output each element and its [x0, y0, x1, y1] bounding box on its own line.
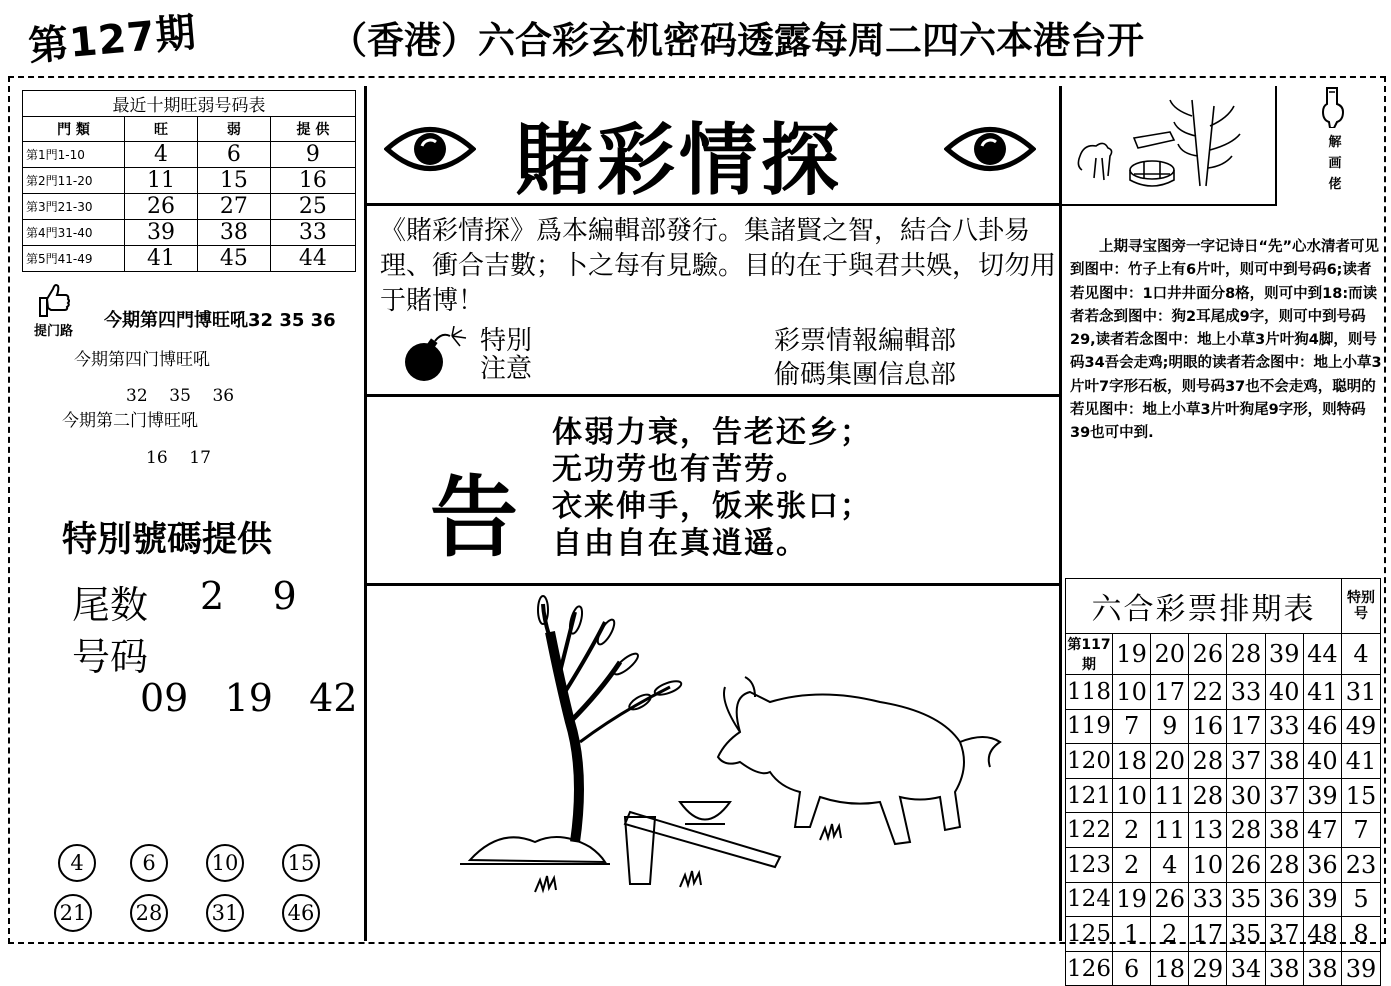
table-header: 旺: [125, 117, 198, 142]
number-cell: 6: [1113, 951, 1151, 986]
pointing-hand-icon: [1320, 86, 1346, 128]
notice-label-2: 注意: [480, 354, 533, 384]
period-cell: 123: [1066, 847, 1113, 882]
eye-icon-right: [944, 124, 1036, 174]
number-cell: 10: [1113, 778, 1151, 813]
cell-wang: 26: [125, 194, 198, 220]
number-cell: 34: [1227, 951, 1265, 986]
number-cell: 33: [1189, 882, 1227, 917]
number-cell: 36: [1265, 882, 1303, 917]
period-cell: 第117期: [1066, 634, 1113, 675]
number-cell: 37: [1265, 917, 1303, 952]
table-row: [1066, 634, 1381, 675]
table-row: [1066, 675, 1381, 710]
number-cell: 16: [1189, 709, 1227, 744]
table-header: 門 類: [23, 117, 125, 142]
cell-tigong: 25: [270, 194, 355, 220]
number-cell: 28: [1189, 778, 1227, 813]
number-cell: 20: [1151, 634, 1189, 675]
number-cell: 20: [1151, 744, 1189, 779]
number-cell: 17: [1227, 709, 1265, 744]
period-cell: 122: [1066, 813, 1113, 848]
period-cell: 126: [1066, 951, 1113, 986]
code-label: 号码: [72, 635, 149, 679]
special-cell: 15: [1342, 778, 1381, 813]
intro-paragraph: 《賭彩情探》爲本編輯部發行。集諸賢之智，結合八卦易理、衝合吉數；卜之每有見驗。目的在于與君共娛，切勿用于賭博！: [380, 216, 1057, 316]
number-cell: 19: [1113, 882, 1151, 917]
special-cell: 49: [1342, 709, 1381, 744]
table-row: [1066, 917, 1381, 952]
number-cell: 39: [1303, 778, 1341, 813]
period-cell: 120: [1066, 744, 1113, 779]
poem: [552, 414, 872, 562]
tip-label: 提门路: [34, 324, 74, 339]
table-row: [23, 168, 356, 194]
divider-center-3: [366, 583, 1059, 586]
table-row: [23, 142, 356, 168]
number-cell: 38: [1265, 744, 1303, 779]
number-cell: 2: [1113, 847, 1151, 882]
number-ball: 31: [206, 894, 244, 932]
special-cell: 8: [1342, 917, 1381, 952]
number-cell: 40: [1265, 675, 1303, 710]
cell-tigong: 44: [270, 246, 355, 272]
number-cell: 44: [1303, 634, 1341, 675]
number-ball: 4: [58, 844, 96, 882]
cell-tigong: 9: [270, 142, 355, 168]
number-ball: 10: [206, 844, 244, 882]
special-cell: 31: [1342, 675, 1381, 710]
number-cell: 17: [1189, 917, 1227, 952]
cell-ruo: 27: [197, 194, 270, 220]
number-cell: 11: [1151, 778, 1189, 813]
cell-ruo: 45: [197, 246, 270, 272]
special-cell: 39: [1342, 951, 1381, 986]
number-cell: 37: [1265, 778, 1303, 813]
number-cell: 40: [1303, 744, 1341, 779]
number-cell: 39: [1303, 882, 1341, 917]
table-header: 提 供: [270, 117, 355, 142]
period-cell: 125: [1066, 917, 1113, 952]
cell-ruo: 38: [197, 220, 270, 246]
number-cell: 26: [1227, 847, 1265, 882]
number-cell: 47: [1303, 813, 1341, 848]
number-cell: 2: [1151, 917, 1189, 952]
cell-tigong: 16: [270, 168, 355, 194]
number-cell: 22: [1189, 675, 1227, 710]
table-row: [23, 220, 356, 246]
page-title: （香港）六合彩玄机密码透露每周二四六本港台开: [330, 19, 1144, 62]
number-cell: 48: [1303, 917, 1341, 952]
cell-wang: 11: [125, 168, 198, 194]
row-label: 第2門11-20: [23, 168, 125, 194]
number-cell: 28: [1189, 744, 1227, 779]
period-cell: 118: [1066, 675, 1113, 710]
magazine-title: 賭彩情探: [515, 115, 844, 206]
period-cell: 121: [1066, 778, 1113, 813]
number-cell: 35: [1227, 917, 1265, 952]
number-cell: 10: [1189, 847, 1227, 882]
number-cell: 30: [1227, 778, 1265, 813]
special-cell: 5: [1342, 882, 1381, 917]
special-cell: 4: [1342, 634, 1381, 675]
number-ball: 21: [54, 894, 92, 932]
strength-table: [22, 90, 356, 272]
table-row: [1066, 813, 1381, 848]
number-cell: 33: [1227, 675, 1265, 710]
number-cell: 1: [1113, 917, 1151, 952]
special-title: 特別號碼提供: [62, 520, 273, 560]
divider-left: [364, 86, 367, 941]
divider-center-2: [366, 394, 1059, 397]
number-ball: 6: [130, 844, 168, 882]
tip-line-2-numbers: 16 17: [146, 448, 211, 468]
tail-values: 2 9: [200, 574, 297, 618]
special-cell: 41: [1342, 744, 1381, 779]
poem-line: 自由自在真逍遥。: [552, 526, 808, 561]
number-cell: 17: [1151, 675, 1189, 710]
department-2: 偷碼集團信息部: [774, 360, 957, 390]
schedule-title: 六合彩票排期表: [1066, 579, 1342, 634]
number-cell: 26: [1151, 882, 1189, 917]
table-row: [23, 194, 356, 220]
number-cell: 29: [1189, 951, 1227, 986]
number-cell: 10: [1113, 675, 1151, 710]
number-cell: 28: [1227, 634, 1265, 675]
number-cell: 18: [1113, 744, 1151, 779]
table-row: [1066, 882, 1381, 917]
bomb-icon: [402, 326, 472, 384]
divider-right: [1059, 86, 1062, 941]
number-cell: 11: [1151, 813, 1189, 848]
number-cell: 37: [1227, 744, 1265, 779]
eye-icon-left: [384, 124, 476, 174]
table-row: [1066, 744, 1381, 779]
number-cell: 9: [1151, 709, 1189, 744]
tip-line-1-numbers: 32 35 36: [126, 386, 235, 406]
cell-wang: 41: [125, 246, 198, 272]
tip-line-2: 今期第二门博旺吼: [62, 411, 198, 431]
number-cell: 13: [1189, 813, 1227, 848]
cell-ruo: 6: [197, 142, 270, 168]
number-cell: 33: [1265, 709, 1303, 744]
number-cell: 19: [1113, 634, 1151, 675]
tail-label: 尾数: [72, 583, 149, 627]
table-row: [1066, 951, 1381, 986]
gao-character: 告: [430, 466, 519, 569]
poem-line: 衣来伸手，饭来张口；: [552, 489, 872, 524]
puzzle-illustration: [1074, 96, 1270, 192]
cell-wang: 4: [125, 142, 198, 168]
row-label: 第1門1-10: [23, 142, 125, 168]
schedule-special-header: 特别号: [1342, 579, 1381, 634]
number-cell: 38: [1265, 813, 1303, 848]
number-cell: 39: [1265, 634, 1303, 675]
period-cell: 119: [1066, 709, 1113, 744]
number-cell: 2: [1113, 813, 1151, 848]
code-values: 09 19 42: [140, 676, 358, 720]
table-row: [1066, 778, 1381, 813]
number-cell: 41: [1303, 675, 1341, 710]
row-label: 第3門21-30: [23, 194, 125, 220]
number-cell: 28: [1265, 847, 1303, 882]
picture-caption: 解画佬: [1328, 135, 1342, 192]
table-caption: 最近十期旺弱号码表: [23, 91, 356, 117]
special-cell: 23: [1342, 847, 1381, 882]
number-cell: 36: [1303, 847, 1341, 882]
tip-headline: 今期第四門博旺吼32 35 36: [104, 310, 336, 331]
ox-illustration: [440, 592, 1020, 912]
row-label: 第5門41-49: [23, 246, 125, 272]
cell-tigong: 33: [270, 220, 355, 246]
table-row: [23, 246, 356, 272]
notice-label-1: 特別: [480, 326, 533, 356]
cell-ruo: 15: [197, 168, 270, 194]
tip-line-1: 今期第四门博旺吼: [74, 350, 210, 370]
issue-number: 第127期: [26, 9, 199, 71]
number-ball: 46: [282, 894, 320, 932]
row-label: 第4門31-40: [23, 220, 125, 246]
poem-line: 无功劳也有苦劳。: [552, 452, 808, 487]
number-ball: 28: [130, 894, 168, 932]
schedule-table: [1065, 578, 1381, 986]
number-cell: 4: [1151, 847, 1189, 882]
number-cell: 28: [1227, 813, 1265, 848]
number-cell: 35: [1227, 882, 1265, 917]
thumbs-up-icon: [36, 282, 70, 318]
department-1: 彩票情報編輯部: [774, 326, 957, 356]
table-header: 弱: [197, 117, 270, 142]
number-ball: 15: [282, 844, 320, 882]
table-row: [1066, 709, 1381, 744]
number-cell: 26: [1189, 634, 1227, 675]
cell-wang: 39: [125, 220, 198, 246]
table-row: [1066, 847, 1381, 882]
number-cell: 7: [1113, 709, 1151, 744]
number-cell: 18: [1151, 951, 1189, 986]
number-cell: 38: [1265, 951, 1303, 986]
period-cell: 124: [1066, 882, 1113, 917]
number-cell: 46: [1303, 709, 1341, 744]
poem-line: 体弱力衰，告老还乡；: [552, 415, 872, 450]
special-cell: 7: [1342, 813, 1381, 848]
clue-paragraph: 上期寻宝图旁一字记诗日“先”心水清者可见到图中：竹子上有6片叶，则可中到号码6;读者若见图中：1口井井面分8格，则可中到18:而读者若念到图中：狗2耳尾成9字，则可中到号码29,读者若念图中：地上小草3片叶狗4脚，则号码34吾会走鸡;明眼的读者若念图中：地上小草3片叶7字形石板，则号码37也不会走鸡，聪明的若见图中：地上小草3片叶狗尾9字形，则特码39也可中到.: [1070, 239, 1382, 442]
number-cell: 38: [1303, 951, 1341, 986]
